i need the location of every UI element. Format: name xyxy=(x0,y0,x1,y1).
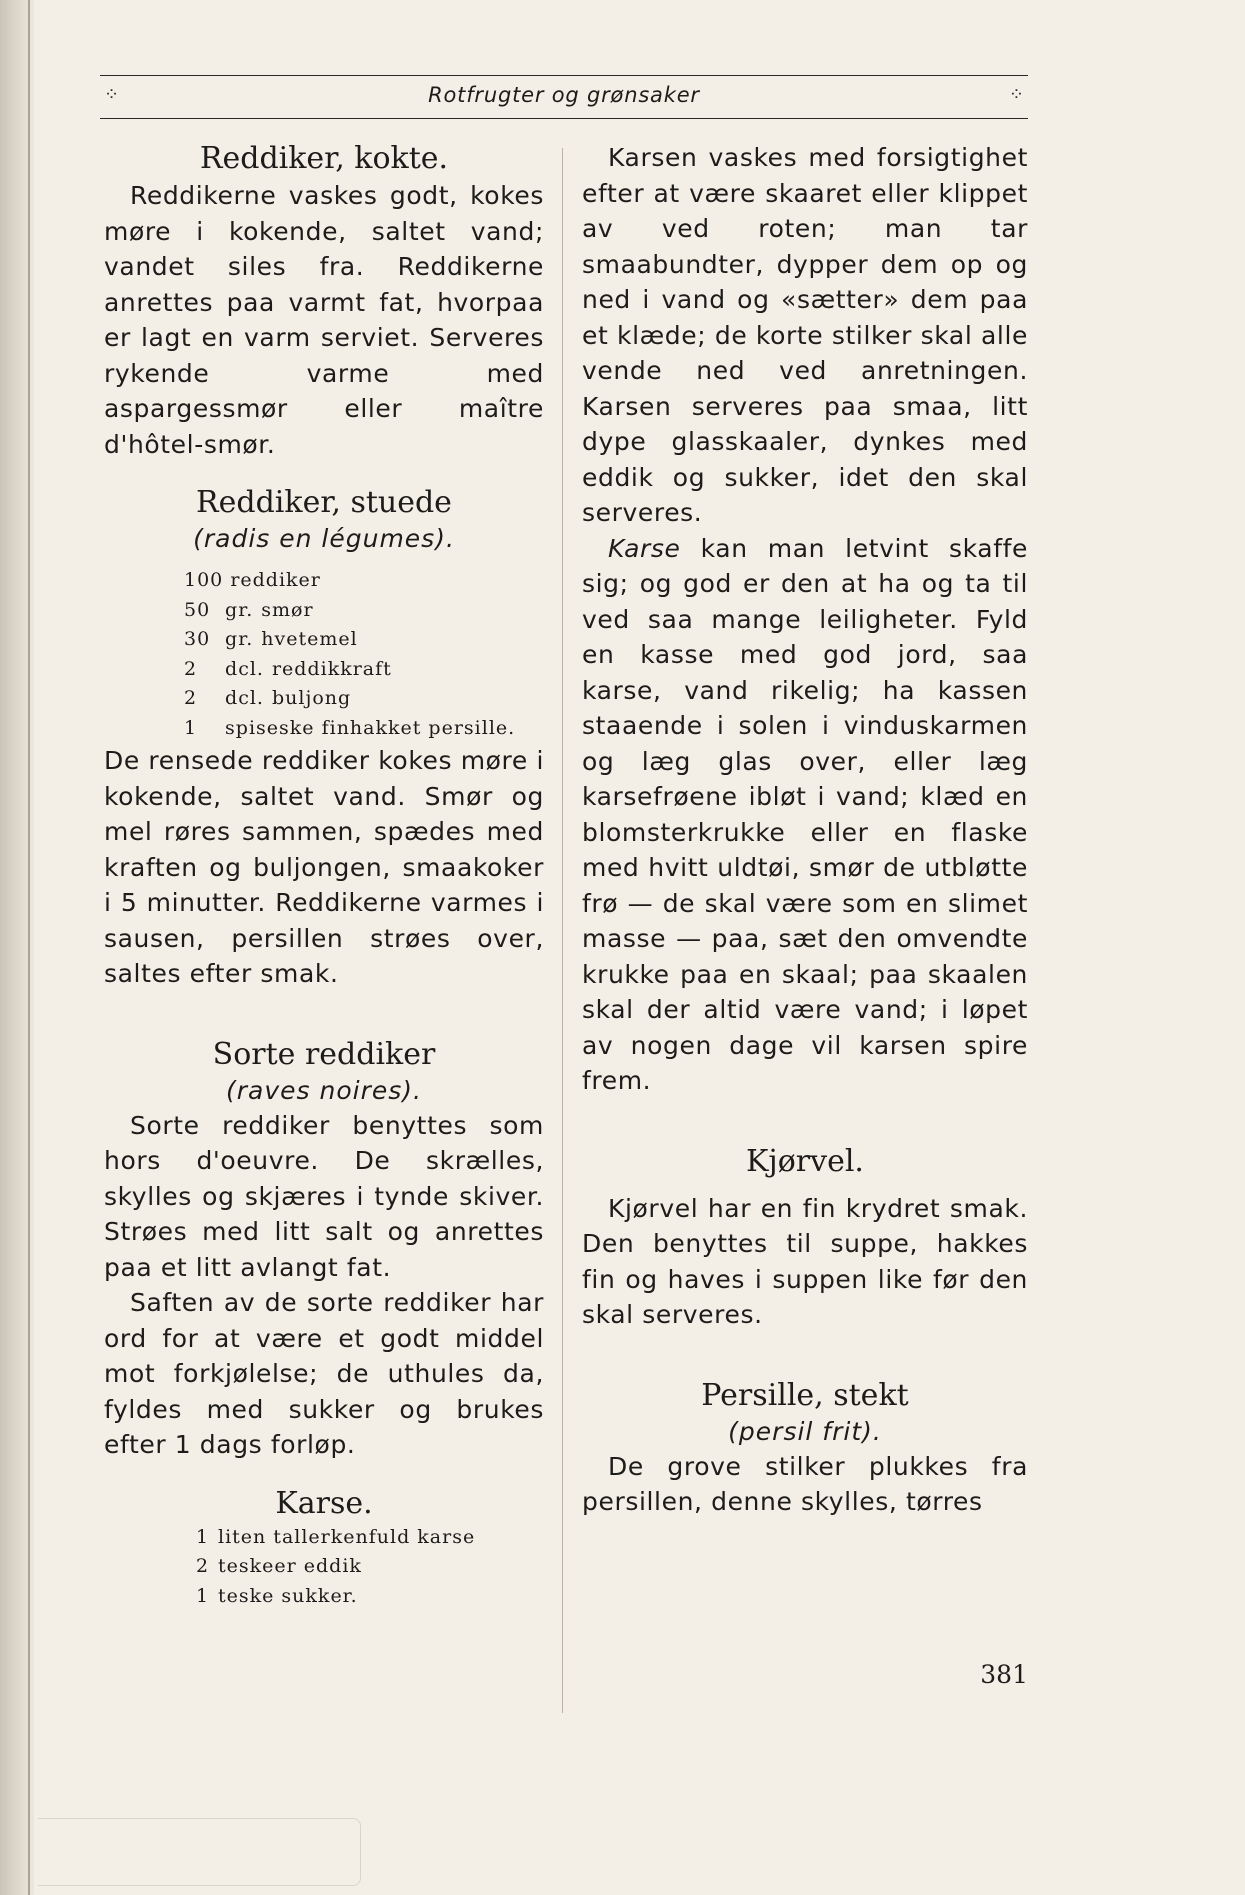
paragraph-karse-1: Karsen vaskes med forsigtighet efter at være skaaret eller klippet av ved roten; man tar smaabundter, dypper dem op og ned i vand og «sætter» dem paa et klæde; de korte stilker skal alle vende ned ved anretningen. Karsen serveres paa smaa, litt dype glasskaaler, dynkes med eddik og sukker, idet den skal serveres. xyxy=(582,143,1028,527)
ingredient-line: 2 dcl. buljong xyxy=(184,687,352,709)
page-fold-mark xyxy=(38,1818,361,1886)
ingredient-line: 100 reddiker xyxy=(184,569,321,591)
paragraph-sorte-reddiker-2: Saften av de sorte reddiker har ord for at være et godt middel mot forkjølelse; de uthules da, fyldes med sukker og brukes efter 1 dags forløp. xyxy=(104,1288,544,1459)
section-title-sorte-reddiker: Sorte reddiker xyxy=(212,1036,436,1072)
book-gutter-line xyxy=(28,0,30,1895)
ingredient-line: 1 teske sukker. xyxy=(196,1584,358,1607)
section-title-reddiker-kokte: Reddiker, kokte. xyxy=(199,141,449,176)
section-subtitle-persille-stekt: (persil frit). xyxy=(728,1416,882,1446)
paragraph-reddiker-stuede: De rensede reddiker kokes møre i kokende, saltet vand. Smør og mel røres sammen, spædes med kraften og buljongen, smaakoker i 5 minutter. Reddikerne varmes i sausen, persillen strøes over, saltes efter smak. xyxy=(104,746,544,988)
ingredient-line: 2 dcl. reddikkraft xyxy=(184,657,392,680)
section-subtitle-reddiker-stuede: (radis en légumes). xyxy=(193,524,455,553)
left-column xyxy=(104,140,544,1611)
paragraph-kjorvel: Kjørvel har en fin krydret smak. Den benyttes til suppe, hakkes fin og haves i suppen like før den skal serveres. xyxy=(582,1193,1028,1329)
ingredient-line: 30 gr. hvetemel xyxy=(184,628,358,650)
ingredient-list-reddiker-stuede xyxy=(104,566,544,743)
page-number: 381 xyxy=(980,1660,1028,1689)
ingredient-line: 1 spiseske finhakket persille. xyxy=(184,716,516,739)
paragraph-karse-2: Karse kan man letvint skaffe sig; og god er den at ha og ta til ved saa mange leiligheter. Fyld en kasse med god jord, saa karse, vand rikelig; ha kassen staaende i solen i vinduskarmen og læg glas over, eller læg karsefrøene ibløt i vand; klæd en blomsterkrukke eller en flaske med hvitt uldtøi, smør de utbløtte frø — de skal være som en slimet masse — paa, sæt den omvendte krukke paa en skaal; paa skaalen skal der altid være vand; i løpet av nogen dage vil karsen spire frem. xyxy=(582,533,1028,1095)
section-title-reddiker-stuede: Reddiker, stuede xyxy=(196,485,452,520)
ingredient-line: 50 gr. smør xyxy=(184,598,314,621)
paragraph-persille-stekt: De grove stilker plukkes fra persillen, denne skylles, tørres xyxy=(582,1451,1028,1516)
section-title-karse: Karse. xyxy=(275,1485,373,1521)
karse-italic-word: Karse xyxy=(608,533,681,563)
book-page xyxy=(100,70,1028,1690)
ornament-left-icon: ⁘ xyxy=(104,84,120,105)
section-title-persille-stekt: Persille, stekt xyxy=(701,1377,909,1413)
section-title-kjorvel: Kjørvel. xyxy=(746,1143,864,1179)
ingredient-line: 2 teskeer eddik xyxy=(196,1555,362,1577)
ingredient-line: 1 liten tallerkenfuld karse xyxy=(196,1525,476,1548)
column-divider xyxy=(562,148,563,1713)
ornament-right-icon: ⁘ xyxy=(1008,84,1024,105)
running-title: Rotfrugter og grønsaker xyxy=(428,83,700,107)
paragraph-sorte-reddiker-1: Sorte reddiker benyttes som hors d'oeuvre. De skrælles, skylles og skjæres i tynde skiver. Strøes med litt salt og anrettes paa et litt avlangt fat. xyxy=(104,1110,544,1282)
right-column xyxy=(582,140,1028,1520)
ingredient-list-karse xyxy=(104,1523,544,1612)
paragraph-reddiker-kokte: Reddikerne vaskes godt, kokes møre i kokende, saltet vand; vandet siles fra. Reddikerne anrettes paa varmt fat, hvorpaa er lagt en varm serviet. Serveres rykende varme med aspargessmør eller maître d'hôtel-smør. xyxy=(104,181,544,459)
running-header xyxy=(100,75,1028,119)
section-subtitle-sorte-reddiker: (raves noires). xyxy=(226,1075,422,1105)
